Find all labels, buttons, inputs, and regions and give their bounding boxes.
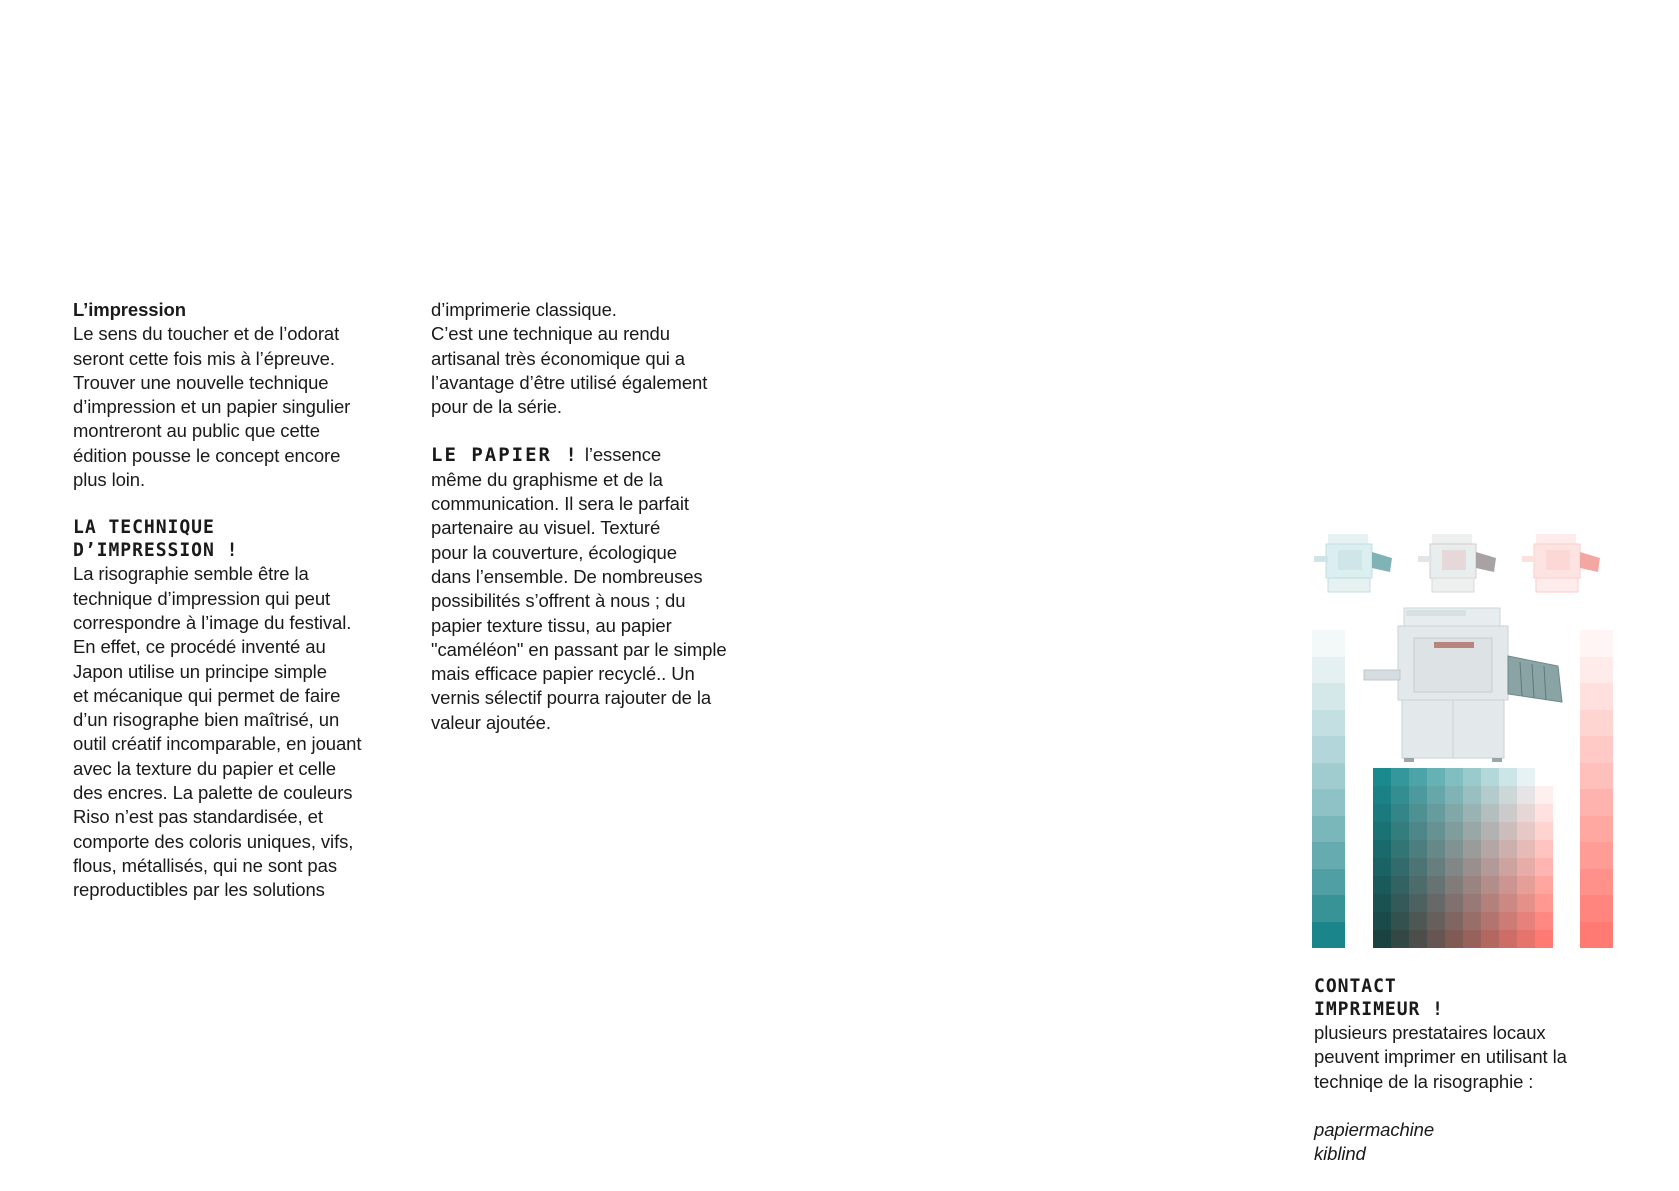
color-swatch (1481, 768, 1499, 786)
color-swatch (1517, 912, 1535, 930)
color-swatch (1409, 804, 1427, 822)
paper-line: même du graphisme et de la (431, 468, 663, 490)
printer-large-icon (1362, 604, 1568, 764)
color-swatch (1391, 894, 1409, 912)
color-swatch (1463, 858, 1481, 876)
color-swatch (1409, 822, 1427, 840)
color-swatch (1427, 930, 1445, 948)
color-swatch (1391, 858, 1409, 876)
color-swatch (1499, 876, 1517, 894)
color-swatch (1427, 840, 1445, 858)
section-title-papier: LE PAPIER ! (431, 444, 579, 467)
color-swatch (1499, 768, 1517, 786)
color-swatch (1391, 912, 1409, 930)
body-line: technique d’impression qui peut (73, 587, 331, 609)
color-swatch (1427, 894, 1445, 912)
body-line: et mécanique qui permet de faire (73, 684, 341, 706)
body-line: La risographie semble être la (73, 563, 309, 585)
color-swatch (1427, 912, 1445, 930)
body-line: comporte des coloris uniques, vifs, (73, 830, 354, 852)
color-swatch (1517, 894, 1535, 912)
color-swatch (1373, 894, 1391, 912)
continuation-line: pour de la série. (431, 396, 562, 418)
paper-line: dans l’ensemble. De nombreuses (431, 565, 703, 587)
continuation-line: C’est une technique au rendu (431, 323, 670, 345)
paper-line: pour la couverture, écologique (431, 541, 677, 563)
color-swatch (1373, 822, 1391, 840)
color-swatch (1499, 822, 1517, 840)
color-swatch (1499, 912, 1517, 930)
color-swatch (1445, 804, 1463, 822)
color-swatch (1373, 912, 1391, 930)
color-swatch (1499, 930, 1517, 948)
body-line: En effet, ce procédé inventé au (73, 636, 326, 658)
continuation-line: artisanal très économique qui a (431, 347, 685, 369)
color-swatch (1391, 876, 1409, 894)
color-mix-matrix (1373, 768, 1553, 948)
color-swatch (1427, 804, 1445, 822)
printer-name: kiblind (1314, 1143, 1366, 1165)
color-swatch (1499, 840, 1517, 858)
paper-line: "caméléon" en passant par le simple (431, 638, 727, 660)
color-swatch (1517, 876, 1535, 894)
printer-mixed-icon (1416, 528, 1498, 598)
color-swatch (1463, 912, 1481, 930)
color-swatch (1373, 804, 1391, 822)
contact-line: peuvent imprimer en utilisant la (1314, 1046, 1567, 1068)
paper-first-text: l’essence (584, 444, 662, 466)
color-swatch (1409, 876, 1427, 894)
color-swatch (1445, 786, 1463, 804)
paper-line: communication. Il sera le parfait (431, 493, 689, 515)
color-swatch (1517, 930, 1535, 948)
color-swatch (1463, 894, 1481, 912)
color-swatch (1463, 876, 1481, 894)
color-swatch (1445, 858, 1463, 876)
color-swatch (1463, 804, 1481, 822)
color-swatch (1409, 930, 1427, 948)
color-swatch (1481, 894, 1499, 912)
color-swatch (1535, 804, 1553, 822)
color-swatch (1391, 822, 1409, 840)
color-swatch (1373, 768, 1391, 786)
color-swatch (1517, 768, 1535, 786)
body-line: des encres. La palette de couleurs (73, 782, 353, 804)
color-swatch (1463, 786, 1481, 804)
color-swatch (1481, 858, 1499, 876)
color-swatch (1409, 768, 1427, 786)
printer-name: papiermachine (1314, 1118, 1435, 1140)
intro-line: édition pousse le concept encore (73, 444, 341, 466)
body-line: d’un risographe bien maîtrisé, un (73, 709, 340, 731)
contact-line: techniqe de la risographie : (1314, 1070, 1534, 1092)
body-line: outil créatif incomparable, en jouant (73, 733, 362, 755)
section-title-imprimeur: IMPRIMEUR ! (1314, 998, 1445, 1020)
paper-line: possibilités s’offrent à nous ; du (431, 590, 686, 612)
heading-impression: L’impression (73, 299, 186, 320)
paper-first-line (431, 443, 786, 467)
color-swatch (1427, 822, 1445, 840)
color-swatch (1391, 804, 1409, 822)
column-impression (73, 298, 418, 903)
color-swatch (1499, 804, 1517, 822)
color-swatch (1409, 894, 1427, 912)
color-swatch (1463, 768, 1481, 786)
continuation-line: d’imprimerie classique. (431, 299, 617, 320)
intro-line: d’impression et un papier singulier (73, 396, 351, 418)
intro-line: plus loin. (73, 469, 146, 491)
color-swatch (1409, 858, 1427, 876)
intro-line: montreront au public que cette (73, 420, 320, 442)
intro-line: Trouver une nouvelle technique (73, 371, 329, 393)
color-swatch (1373, 840, 1391, 858)
column-papier (431, 298, 786, 735)
color-swatch (1427, 858, 1445, 876)
color-swatch (1427, 876, 1445, 894)
color-swatch (1517, 822, 1535, 840)
color-swatch (1499, 894, 1517, 912)
paper-line: vernis sélectif pourra rajouter de la (431, 687, 712, 709)
color-swatch (1445, 912, 1463, 930)
color-swatch (1445, 894, 1463, 912)
color-swatch (1499, 858, 1517, 876)
color-swatch (1535, 822, 1553, 840)
color-swatch (1535, 912, 1553, 930)
color-swatch (1481, 876, 1499, 894)
color-swatch (1481, 930, 1499, 948)
color-swatch (1409, 786, 1427, 804)
color-swatch (1373, 786, 1391, 804)
color-swatch (1373, 858, 1391, 876)
body-line: correspondre à l’image du festival. (73, 611, 352, 633)
color-swatch (1481, 822, 1499, 840)
color-swatch (1535, 768, 1553, 786)
color-swatch (1463, 822, 1481, 840)
color-swatch (1517, 858, 1535, 876)
color-swatch (1517, 840, 1535, 858)
color-swatch (1427, 786, 1445, 804)
color-swatch (1535, 894, 1553, 912)
color-swatch (1517, 786, 1535, 804)
paper-line: papier texture tissu, au papier (431, 614, 672, 636)
color-swatch (1373, 876, 1391, 894)
color-swatch (1481, 804, 1499, 822)
color-swatch (1463, 930, 1481, 948)
column-contact (1314, 975, 1624, 1166)
color-swatch (1445, 930, 1463, 948)
paper-line: partenaire au visuel. Texturé (431, 517, 661, 539)
section-title-contact: CONTACT (1314, 975, 1397, 997)
color-swatch (1481, 786, 1499, 804)
color-swatch (1391, 840, 1409, 858)
color-swatch (1391, 786, 1409, 804)
color-swatch (1517, 804, 1535, 822)
printer-teal-icon (1312, 528, 1394, 598)
color-swatch (1499, 786, 1517, 804)
color-swatch (1535, 858, 1553, 876)
risograph-illustration (1312, 520, 1618, 950)
color-swatch (1535, 786, 1553, 804)
intro-line: seront cette fois mis à l’épreuve. (73, 347, 335, 369)
paper-line: valeur ajoutée. (431, 711, 551, 733)
color-swatch (1463, 840, 1481, 858)
body-line: flous, métallisés, qui ne sont pas (73, 854, 337, 876)
section-title-technique: LA TECHNIQUE (73, 516, 215, 539)
body-line: Riso n’est pas standardisée, et (73, 806, 323, 828)
color-swatch (1535, 840, 1553, 858)
color-swatch (1427, 768, 1445, 786)
body-line: avec la texture du papier et celle (73, 757, 336, 779)
body-line: Japon utilise un principe simple (73, 660, 327, 682)
color-swatch (1409, 912, 1427, 930)
color-swatch (1535, 930, 1553, 948)
continuation-line: l’avantage d’être utilisé également (431, 371, 708, 393)
printer-pink-icon (1520, 528, 1602, 598)
color-swatch (1391, 768, 1409, 786)
section-title-impression: D’IMPRESSION ! (73, 539, 239, 562)
color-swatch (1445, 768, 1463, 786)
color-swatch (1445, 876, 1463, 894)
color-swatch (1409, 840, 1427, 858)
color-swatch (1445, 822, 1463, 840)
salmon-gradient-strip (1580, 630, 1613, 948)
teal-gradient-strip (1312, 630, 1345, 948)
paper-line: mais efficace papier recyclé.. Un (431, 663, 695, 685)
color-swatch (1445, 840, 1463, 858)
body-line: reproductibles par les solutions (73, 879, 325, 901)
color-swatch (1481, 840, 1499, 858)
color-swatch (1391, 930, 1409, 948)
color-swatch (1535, 876, 1553, 894)
color-swatch (1373, 930, 1391, 948)
intro-line: Le sens du toucher et de l’odorat (73, 323, 340, 345)
contact-line: plusieurs prestataires locaux (1314, 1022, 1546, 1043)
color-swatch (1481, 912, 1499, 930)
